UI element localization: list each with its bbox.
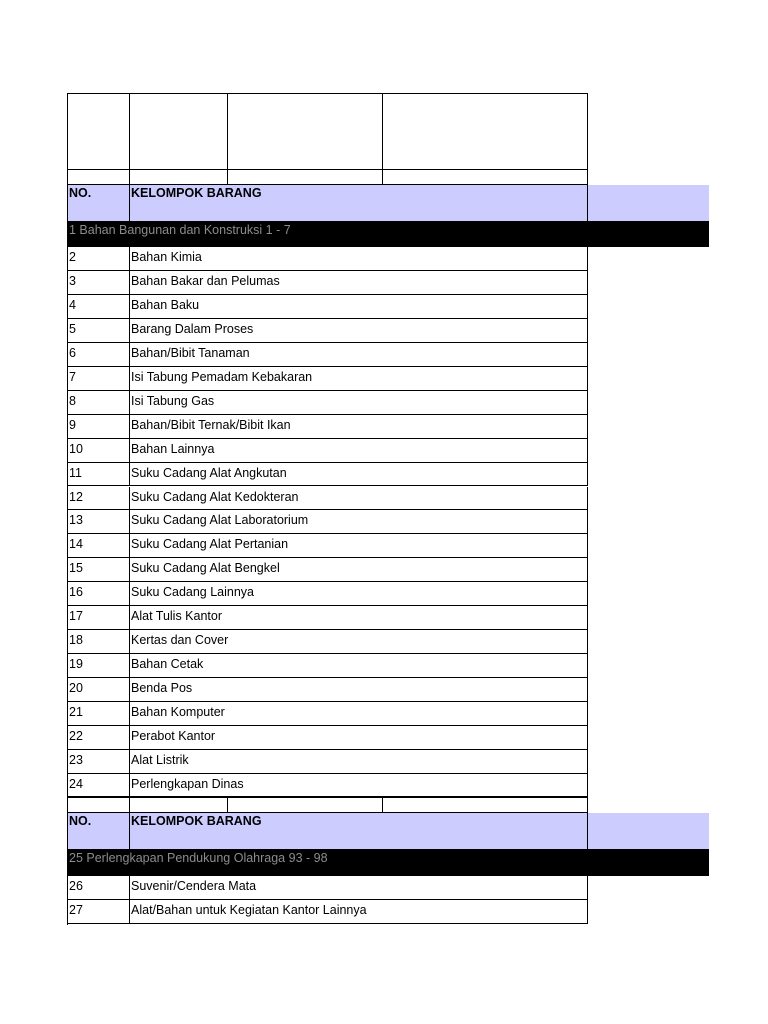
column-header-kelompok-barang: KELOMPOK BARANG — [131, 814, 262, 828]
row-border — [67, 923, 588, 924]
cell-kelompok-barang: Bahan Komputer — [131, 705, 225, 720]
column-border — [129, 510, 130, 534]
column-border — [587, 367, 588, 391]
column-border — [129, 900, 130, 924]
category-row-text: 25 Perlengkapan Pendukung Olahraga 93 - 98 — [69, 851, 328, 865]
cell-no: 24 — [69, 776, 83, 791]
column-border — [129, 534, 130, 558]
table-row — [67, 900, 588, 924]
column-border — [129, 391, 130, 415]
column-border — [129, 343, 130, 367]
cell-kelompok-barang: Suvenir/Cendera Mata — [131, 879, 257, 893]
table-row — [67, 343, 588, 367]
cell-kelompok-barang: Suku Cadang Alat Laboratorium — [131, 513, 309, 528]
cell-no: 16 — [69, 585, 83, 600]
table-row — [67, 439, 588, 463]
table-row — [67, 702, 588, 726]
column-border — [587, 439, 588, 463]
table-row — [67, 558, 588, 582]
cell-kelompok-barang: Kertas dan Cover — [131, 633, 229, 648]
cell-kelompok-barang: Suku Cadang Alat Kedokteran — [131, 489, 299, 504]
cell-kelompok-barang: Suku Cadang Alat Angkutan — [131, 465, 287, 480]
cell-kelompok-barang: Barang Dalam Proses — [131, 321, 254, 336]
cell-no: 13 — [69, 513, 83, 528]
column-border — [587, 415, 588, 439]
column-border — [129, 487, 130, 511]
cell-kelompok-barang: Bahan Lainnya — [131, 441, 215, 456]
cell-no: 8 — [69, 393, 76, 408]
column-border — [587, 247, 588, 271]
cell-kelompok-barang: Bahan/Bibit Ternak/Bibit Ikan — [131, 417, 291, 432]
cell-no: 27 — [69, 903, 83, 917]
grid-line — [129, 796, 130, 813]
cell-kelompok-barang: Bahan Baku — [131, 297, 200, 312]
column-border — [587, 678, 588, 702]
column-border — [587, 606, 588, 630]
cell-kelompok-barang: Alat Listrik — [131, 752, 189, 767]
column-border — [587, 582, 588, 606]
table-row — [67, 726, 588, 750]
column-border — [587, 726, 588, 750]
cell-no: 23 — [69, 752, 83, 767]
column-border — [129, 726, 130, 750]
cell-kelompok-barang: Benda Pos — [131, 681, 193, 696]
cell-kelompok-barang: Bahan/Bibit Tanaman — [131, 345, 250, 360]
cell-no: 12 — [69, 489, 83, 504]
column-border — [587, 271, 588, 295]
column-border — [587, 463, 588, 487]
table-row — [67, 582, 588, 606]
table-row — [67, 774, 588, 798]
column-border — [129, 367, 130, 391]
table-row — [67, 678, 588, 702]
column-border — [129, 678, 130, 702]
cell-no: 11 — [69, 465, 82, 480]
cell-no: 4 — [69, 297, 76, 312]
column-border — [587, 391, 588, 415]
grid-line — [382, 796, 383, 813]
column-border — [129, 582, 130, 606]
column-border — [129, 876, 130, 900]
cell-no: 10 — [69, 441, 83, 456]
column-border — [587, 295, 588, 319]
column-border — [587, 774, 588, 798]
table-row — [67, 487, 588, 511]
column-border — [129, 295, 130, 319]
column-border — [129, 271, 130, 295]
column-border — [587, 900, 588, 924]
grid-line — [67, 93, 588, 94]
column-header-no: NO. — [69, 814, 92, 828]
cell-kelompok-barang: Alat Tulis Kantor — [131, 609, 223, 624]
table-row — [67, 630, 588, 654]
table-row — [67, 654, 588, 678]
cell-no: 20 — [69, 681, 83, 696]
column-header-no: NO. — [69, 186, 92, 200]
table-row — [67, 319, 588, 343]
column-border — [587, 876, 588, 900]
grid-line — [227, 796, 228, 813]
column-border — [129, 774, 130, 798]
cell-kelompok-barang: Suku Cadang Alat Pertanian — [131, 537, 289, 552]
column-border — [129, 439, 130, 463]
grid-line — [129, 93, 130, 185]
table-row — [67, 271, 588, 295]
column-border — [587, 750, 588, 774]
cell-kelompok-barang: Isi Tabung Pemadam Kebakaran — [131, 369, 313, 384]
column-border — [129, 702, 130, 726]
cell-kelompok-barang: Bahan Bakar dan Pelumas — [131, 273, 280, 288]
cell-kelompok-barang: Alat/Bahan untuk Kegiatan Kantor Lainnya — [131, 903, 367, 917]
grid-line — [382, 93, 383, 185]
column-border — [587, 510, 588, 534]
table-row — [67, 510, 588, 534]
column-border — [129, 463, 130, 487]
table-row — [67, 295, 588, 319]
cell-kelompok-barang: Bahan Kimia — [131, 250, 202, 264]
cell-no: 26 — [69, 879, 83, 893]
cell-no: 21 — [69, 705, 83, 720]
cell-kelompok-barang: Perabot Kantor — [131, 729, 216, 743]
table-row — [67, 606, 588, 630]
column-border — [129, 415, 130, 439]
column-border — [587, 630, 588, 654]
column-border — [587, 702, 588, 726]
cell-no: 15 — [69, 561, 83, 576]
cell-no: 6 — [69, 345, 76, 360]
column-border — [587, 487, 588, 511]
column-border — [587, 558, 588, 582]
column-border — [129, 558, 130, 582]
column-border — [587, 654, 588, 678]
cell-no: 7 — [69, 369, 76, 384]
column-border — [129, 630, 130, 654]
cell-kelompok-barang: Suku Cadang Lainnya — [131, 585, 255, 600]
cell-no: 5 — [69, 321, 76, 336]
table-row — [67, 534, 588, 558]
table-row — [67, 415, 588, 439]
grid-line — [227, 93, 228, 185]
cell-no: 14 — [69, 537, 83, 552]
grid-line — [129, 812, 130, 849]
cell-no: 18 — [69, 633, 83, 648]
column-border — [587, 343, 588, 367]
grid-line — [129, 184, 130, 221]
cell-no: 3 — [69, 273, 76, 288]
grid-line — [587, 93, 588, 185]
cell-kelompok-barang: Perlengkapan Dinas — [131, 776, 244, 791]
grid-line — [67, 796, 588, 797]
cell-no: 2 — [69, 250, 76, 264]
table-row — [67, 391, 588, 415]
cell-no: 19 — [69, 657, 83, 672]
grid-line — [587, 812, 588, 849]
column-border — [129, 750, 130, 774]
column-border — [129, 654, 130, 678]
table-row — [67, 247, 588, 271]
column-border — [129, 247, 130, 271]
cell-kelompok-barang: Suku Cadang Alat Bengkel — [131, 561, 280, 576]
column-header-kelompok-barang: KELOMPOK BARANG — [131, 186, 262, 200]
table-row — [67, 367, 588, 391]
table-row — [67, 463, 588, 487]
category-row-text: 1 Bahan Bangunan dan Konstruksi 1 - 7 — [69, 223, 291, 237]
column-border — [587, 534, 588, 558]
column-border — [587, 319, 588, 343]
cell-no: 17 — [69, 609, 83, 624]
cell-no: 9 — [69, 417, 76, 432]
grid-line — [587, 184, 588, 221]
column-border — [129, 319, 130, 343]
grid-line — [587, 796, 588, 813]
cell-kelompok-barang: Isi Tabung Gas — [131, 393, 215, 408]
cell-no: 22 — [69, 729, 83, 743]
grid-line — [67, 169, 588, 170]
cell-kelompok-barang: Bahan Cetak — [131, 657, 204, 672]
table-row — [67, 876, 588, 900]
column-border — [129, 606, 130, 630]
table-row — [67, 750, 588, 774]
